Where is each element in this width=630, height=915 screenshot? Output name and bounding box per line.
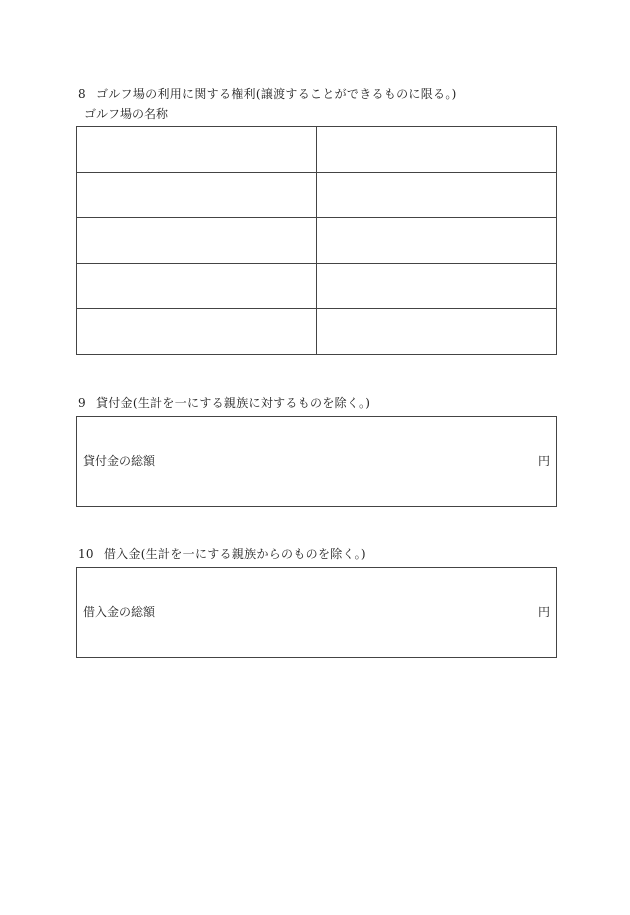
borrowing-total-label: 借入金の総額 [83, 605, 156, 619]
loan-total-box[interactable] [76, 416, 557, 507]
table-cell[interactable] [317, 127, 557, 173]
table-row [77, 127, 557, 173]
borrowing-total-unit: 円 [537, 605, 550, 619]
table-cell[interactable] [77, 172, 317, 218]
section-8-title: ゴルフ場の利用に関する権利(譲渡することができるものに限る。) [95, 87, 457, 101]
table-row [77, 309, 557, 355]
loan-total-unit: 円 [537, 454, 550, 468]
table-cell[interactable] [317, 309, 557, 355]
table-row [77, 263, 557, 309]
table-cell[interactable] [77, 309, 317, 355]
section-9-number: 9 [78, 396, 86, 410]
section-9-heading [78, 396, 370, 410]
table-row [77, 218, 557, 264]
section-10-number: 10 [78, 547, 94, 561]
golf-course-name-label: ゴルフ場の名称 [84, 107, 169, 121]
section-10-title: 借入金(生計を一にする親族からのものを除く。) [103, 547, 366, 561]
golf-course-table-body [77, 127, 557, 355]
table-cell[interactable] [77, 218, 317, 264]
table-cell[interactable] [77, 127, 317, 173]
table-cell[interactable] [317, 263, 557, 309]
golf-course-table [76, 126, 557, 355]
loan-total-label: 貸付金の総額 [83, 454, 156, 468]
table-cell[interactable] [317, 172, 557, 218]
table-cell[interactable] [317, 218, 557, 264]
section-8-heading [78, 87, 457, 101]
section-10-heading [78, 547, 366, 561]
section-8-number: 8 [78, 87, 86, 101]
borrowing-total-box[interactable] [76, 567, 557, 658]
table-row [77, 172, 557, 218]
section-9-title: 貸付金(生計を一にする親族に対するものを除く。) [95, 396, 371, 410]
table-cell[interactable] [77, 263, 317, 309]
